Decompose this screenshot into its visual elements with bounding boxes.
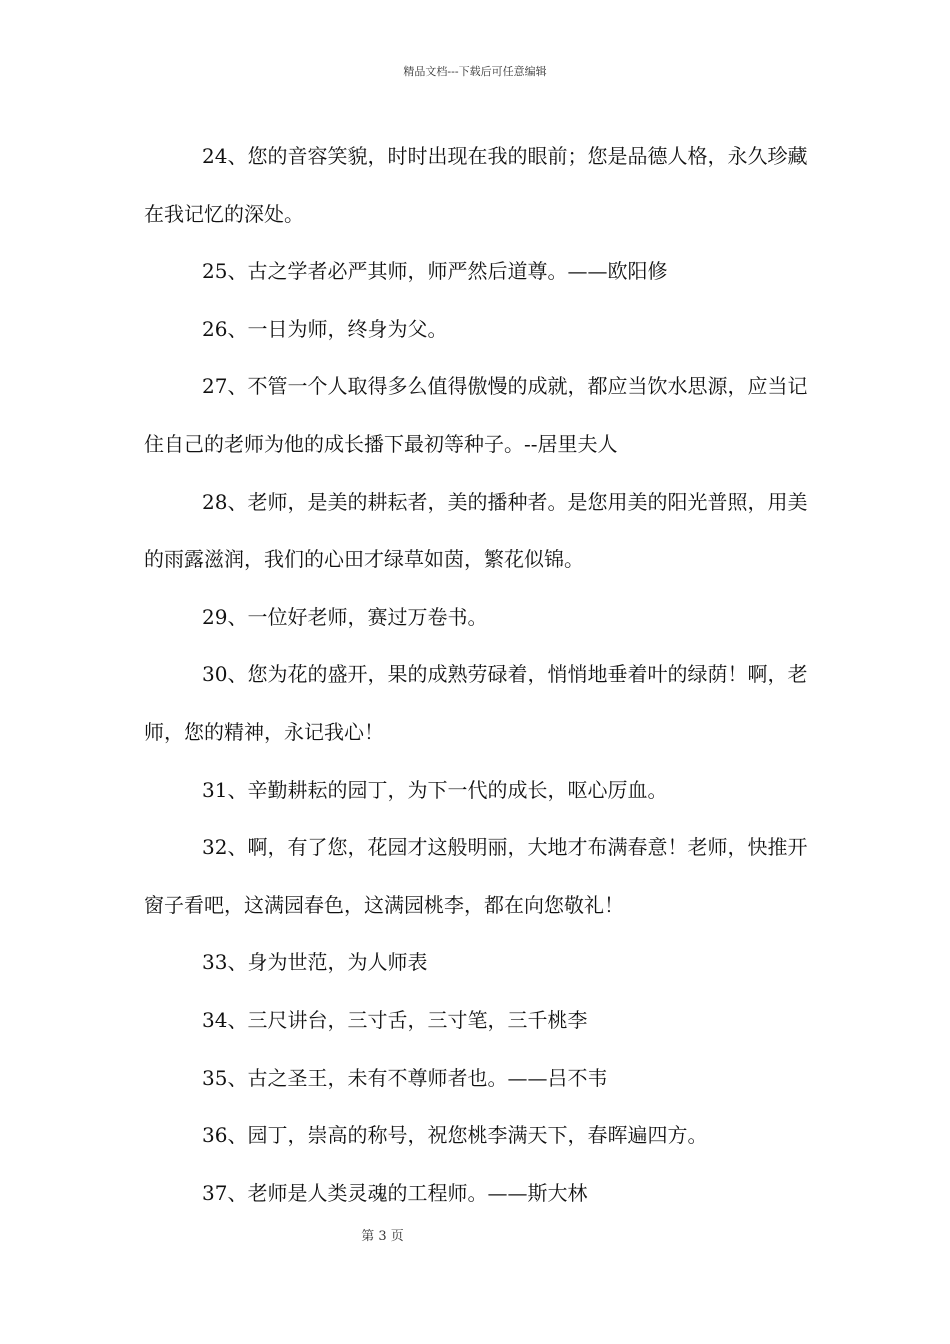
paragraph-34: 34、三尺讲台，三寸舌，三寸笔，三千桃李 [202, 1007, 588, 1032]
paragraph-30: 30、您为花的盛开，果的成熟劳碌着，悄悄地垂着叶的绿荫！啊，老师，您的精神，永记我心！ [144, 662, 808, 744]
paragraph-35: 35、古之圣王，未有不尊师者也。——吕不韦 [202, 1065, 608, 1090]
paragraph-29: 29、一位好老师，赛过万卷书。 [202, 604, 488, 629]
page-number: 第 3 页 [361, 1229, 404, 1244]
paragraph-31: 31、辛勤耕耘的园丁，为下一代的成长，呕心厉血。 [202, 777, 668, 802]
paragraph-24: 24、您的音容笑貌，时时出现在我的眼前；您是品德人格，永久珍藏在我记忆的深处。 [144, 144, 808, 226]
document-body [144, 128, 812, 1222]
paragraph-28: 28、老师，是美的耕耘者，美的播种者。是您用美的阳光普照，用美的雨露滋润，我们的心田才绿草如茵，繁花似锦。 [144, 489, 808, 572]
paragraph-25: 25、古之学者必严其师，师严然后道尊。——欧阳修 [202, 259, 668, 284]
paragraph-27: 27、不管一个人取得多么值得傲慢的成就，都应当饮水思源，应当记住自己的老师为他的成长播下最初等种子。--居里夫人 [144, 374, 808, 456]
paragraph-32: 32、啊，有了您，花园才这般明丽，大地才布满春意！老师，快推开窗子看吧，这满园春色，这满园桃李，都在向您敬礼！ [144, 835, 808, 917]
paragraph-36: 36、园丁，崇高的称号，祝您桃李满天下，春晖遍四方。 [202, 1123, 708, 1148]
paragraph-37: 37、老师是人类灵魂的工程师。——斯大林 [202, 1180, 588, 1205]
page-header: 精品文档---下载后可任意编辑 [403, 65, 547, 78]
paragraph-26: 26、一日为师，终身为父。 [202, 316, 448, 341]
paragraph-33: 33、身为世范，为人师表 [202, 950, 428, 975]
